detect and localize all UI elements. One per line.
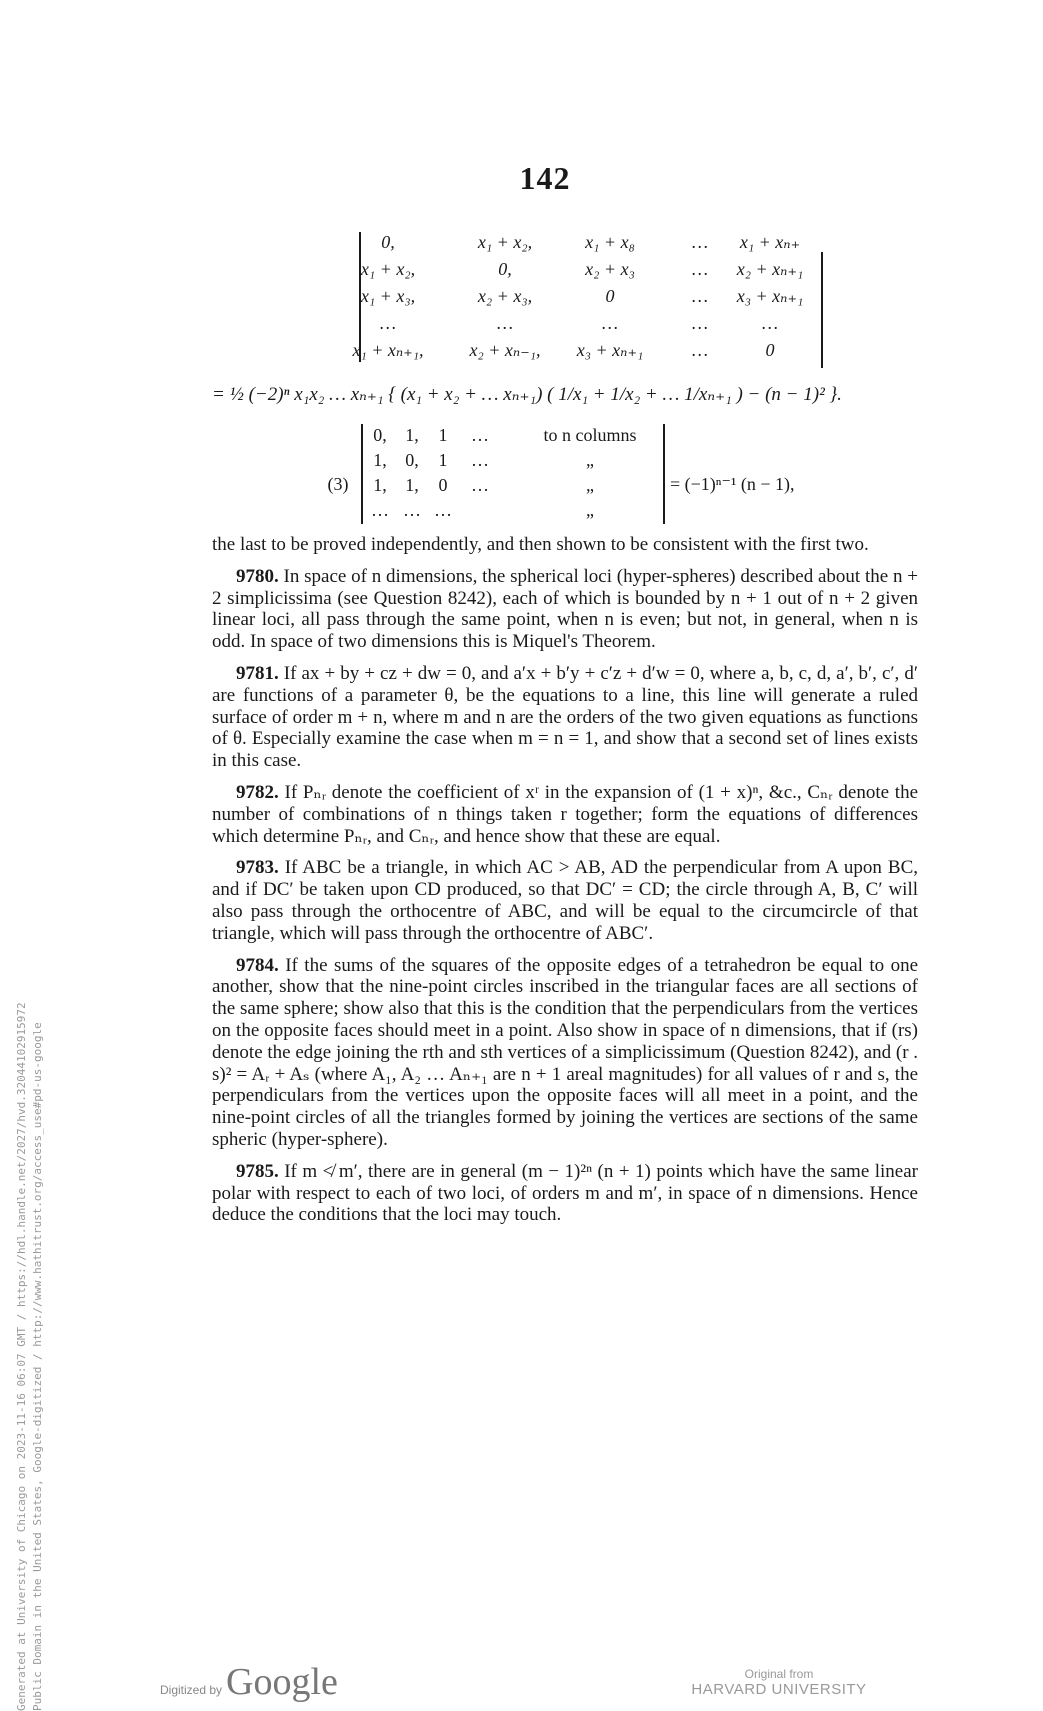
determinant-cell: x₁ + xₙ₊: [739, 232, 801, 252]
paragraph-text: If ax + by + cz + dw = 0, and a′x + b′y + c′z + d′w = 0, where a, b, c, d, a′, b′, c′, d′ are functions of a parameter θ, be the equations to a line, this line will generate a ruled surface of order m + n, where m and n are the orders of the two given equations as functions of θ. Especially examine the case when m = n = 1, and show that a second set of lines exists in this case.: [212, 662, 919, 772]
digitized-by-label: Digitized by: [160, 1683, 223, 1697]
problem-number: 9783.: [236, 857, 279, 879]
determinant-right-bar: [821, 252, 823, 368]
determinant-cell: x₃ + xₙ₊₁: [576, 340, 644, 360]
access-watermark: [14, 851, 46, 1711]
determinant-cell: x₁ + x₃,: [360, 286, 416, 306]
problem-number: 9780.: [236, 565, 279, 587]
determinant-cell: 1: [438, 425, 448, 445]
determinant-cell: x₂ + x₃,: [477, 286, 533, 306]
paragraph-text: If Pₙᵣ denote the coefficient of xʳ in the expansion of (1 + x)ⁿ, &c., Cₙᵣ denote the number of combinations of n things taken r together; form the equations of differences which determine Pₙᵣ, and Cₙᵣ, and hence show that these are equal.: [212, 781, 918, 847]
determinant-cell: …: [691, 340, 709, 360]
problem-9784: [212, 955, 918, 1151]
problem-9785: [212, 1161, 918, 1226]
determinant-cell: x₂ + x₃: [585, 259, 635, 279]
determinant-cell: „: [586, 450, 594, 470]
determinant-cell: …: [471, 450, 489, 470]
determinant-cell: …: [761, 313, 779, 333]
determinant-cell: „: [586, 475, 594, 495]
digitized-by-google: [160, 1660, 338, 1704]
problem-9783: [212, 857, 918, 944]
determinant-cell: 0: [605, 286, 615, 306]
paragraph-continuation: [212, 534, 918, 556]
determinant-cell: …: [403, 500, 421, 520]
determinant-cell: …: [371, 500, 389, 520]
determinant-cell: …: [691, 313, 709, 333]
equation-label: (3): [327, 474, 349, 494]
determinant-cell: …: [601, 313, 619, 333]
problem-text: [212, 534, 918, 1236]
determinant-cell: x₃ + xₙ₊₁: [736, 286, 804, 306]
watermark-line-2: Public Domain in the United States, Google-digitized / http://www.hathitrust.org/access_use#pd-us-google: [31, 1022, 44, 1711]
determinant-cell: 0: [438, 475, 448, 495]
determinant-cell: 0,: [498, 259, 512, 279]
original-from: [684, 1667, 874, 1698]
determinant-cell: 1,: [405, 425, 419, 445]
problem-number: 9785.: [236, 1160, 279, 1182]
determinant-cell: …: [471, 425, 489, 445]
problem-9780: [212, 566, 918, 653]
problem-9781: [212, 663, 918, 772]
equation-1: = ½ (−2)ⁿ x₁x₂ … xₙ₊₁ { (x₁ + x₂ + … xₙ₊₁) ( 1/x₁ + 1/x₂ + … 1/xₙ₊₁ ) − (n − 1)² }.: [212, 384, 842, 405]
determinant-cell: …: [379, 313, 397, 333]
determinant-cell: 0: [765, 340, 775, 360]
institution-name: HARVARD UNIVERSITY: [691, 1681, 867, 1698]
determinant-left-bar: [361, 424, 363, 524]
determinant-cell: …: [691, 259, 709, 279]
paragraph-text: If the sums of the squares of the opposite edges of a tetrahedron be equal to one another, show that the nine-point circles inscribed in the triangular faces are all sections of the same sphere; show also that this is the condition that the perpendiculars from the vertices on the opposite faces should meet in a point. Also show in space of n dimensions, that if (rs) denote the edge joining the rth and sth vertices of a simplicissimum (Question 8242), and (r . s)² = Aᵣ + Aₛ (where A₁, A₂ … Aₙ₊₁ are n + 1 areal magnitudes) for all values of r and s, the perpendiculars from the vertices upon the opposite faces will all meet in a point, and the nine-point circles of all the triangles formed by joining the vertices are sections of the same spheric (hyper-sphere).: [212, 954, 919, 1150]
determinant-cell: x₁ + x₂,: [360, 259, 416, 279]
determinant-cell: x₂ + xₙ₊₁: [736, 259, 804, 279]
determinant-cell: 0,: [381, 232, 395, 252]
determinant-cell: x₁ + xₙ₊₁,: [352, 340, 424, 360]
determinant-result: = (−1)ⁿ⁻¹ (n − 1),: [670, 474, 795, 494]
determinant-cell: 1: [438, 450, 448, 470]
determinant-cell: x₁ + x₂,: [477, 232, 533, 252]
problem-number: 9781.: [236, 662, 279, 684]
determinant-cell: x₂ + xₙ₋₁,: [469, 340, 541, 360]
determinant-cell: x₁ + x₈: [585, 232, 635, 252]
determinant-cell: …: [691, 286, 709, 306]
paragraph-text: If m ≮ m′, there are in general (m − 1)²ⁿ (n + 1) points which have the same linear polar with respect to each of two loci, of orders m and m′, in space of n dimensions. Hence deduce the conditions that the loci may touch.: [212, 1160, 918, 1226]
determinant-cell: …: [471, 475, 489, 495]
determinant-cell: …: [496, 313, 514, 333]
determinant-cell: 0,: [405, 450, 419, 470]
determinant-cell: 1,: [405, 475, 419, 495]
paragraph-text: the last to be proved independently, and then shown to be consistent with the first two.: [212, 534, 869, 555]
determinant-cell: …: [691, 232, 709, 252]
problem-9782: [212, 782, 918, 847]
determinant-cell: to n columns: [543, 425, 637, 445]
paragraph-text: In space of n dimensions, the spherical loci (hyper-spheres) described about the n + 2 simplicissima (see Question 8242), each of which is bounded by n + 1 out of n + 2 given linear loci, all pass through the same point, when n is even; but not, in general, when n is odd. In space of two dimensions this is Miquel's Theorem.: [212, 565, 919, 653]
page-number: 142: [519, 160, 571, 196]
determinant-cell: „: [586, 500, 594, 520]
watermark-line-1: Generated at University of Chicago on 2023-11-16 06:07 GMT / https://hdl.handle.net/2027/hvd.32044102915972: [15, 1002, 28, 1711]
problem-number: 9782.: [236, 781, 279, 803]
google-logo: Google: [226, 1661, 338, 1703]
determinant-right-bar: [663, 424, 665, 524]
determinant-cell: 1,: [373, 475, 387, 495]
problem-number: 9784.: [236, 954, 279, 976]
original-from-label: Original from: [744, 1667, 814, 1681]
determinant-cell: 0,: [373, 425, 387, 445]
paragraph-text: If ABC be a triangle, in which AC > AB, AD the perpendicular from A upon BC, and if DC′ be taken upon CD produced, so that DC′ = CD; the circle through A, B, C′ will also pass through the orthocentre of ABC, and will be equal to the circumcircle of that triangle, which will pass through the orthocentre of ABC′.: [212, 857, 918, 944]
determinant-cell: …: [434, 500, 452, 520]
determinant-cell: 1,: [373, 450, 387, 470]
